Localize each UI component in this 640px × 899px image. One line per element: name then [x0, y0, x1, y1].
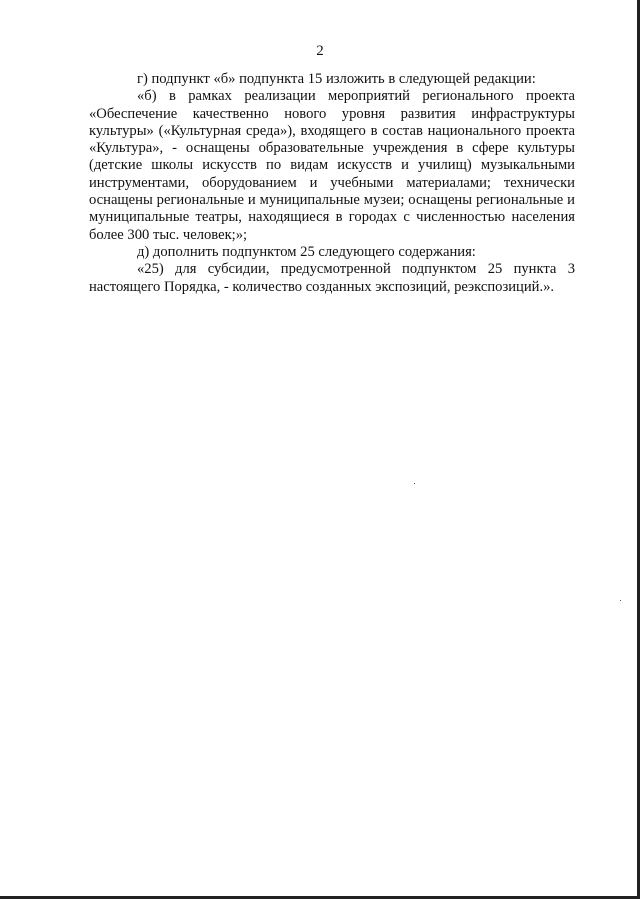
- scan-speck: [414, 483, 415, 484]
- page-number: 2: [316, 43, 324, 59]
- paragraph-amendment-g: г) подпункт «б» подпункта 15 изложить в следующей редакции:: [137, 71, 536, 87]
- document-body: [89, 71, 575, 296]
- scan-speck: [620, 600, 621, 601]
- paragraph-subitem-25-text: «25) для субсидии, предусмотренной подпунктом 25 пункта 3 настоящего Порядка, - количество созданных экспозиций, реэкспозиций.».: [89, 261, 575, 295]
- paragraph-amendment-d: д) дополнить подпунктом 25 следующего содержания:: [137, 243, 476, 260]
- paragraph-subitem-b-text: «б) в рамках реализации мероприятий регионального проекта «Обеспечение качественно нового уровня развития инфраструктуры культуры» («Культурная среда»), входящего в состав национального проекта «Культура», - оснащены образовательные учреждения в сфере культуры (детские школы искусств по видам искусств и училищ) музыкальными инструментами, оборудованием и учебными материалами; технически оснащены региональные и муниципальные музеи; оснащены региональные и муниципальные театры, находящиеся в городах с численностью населения более 300 тыс. человек;»;: [89, 88, 575, 243]
